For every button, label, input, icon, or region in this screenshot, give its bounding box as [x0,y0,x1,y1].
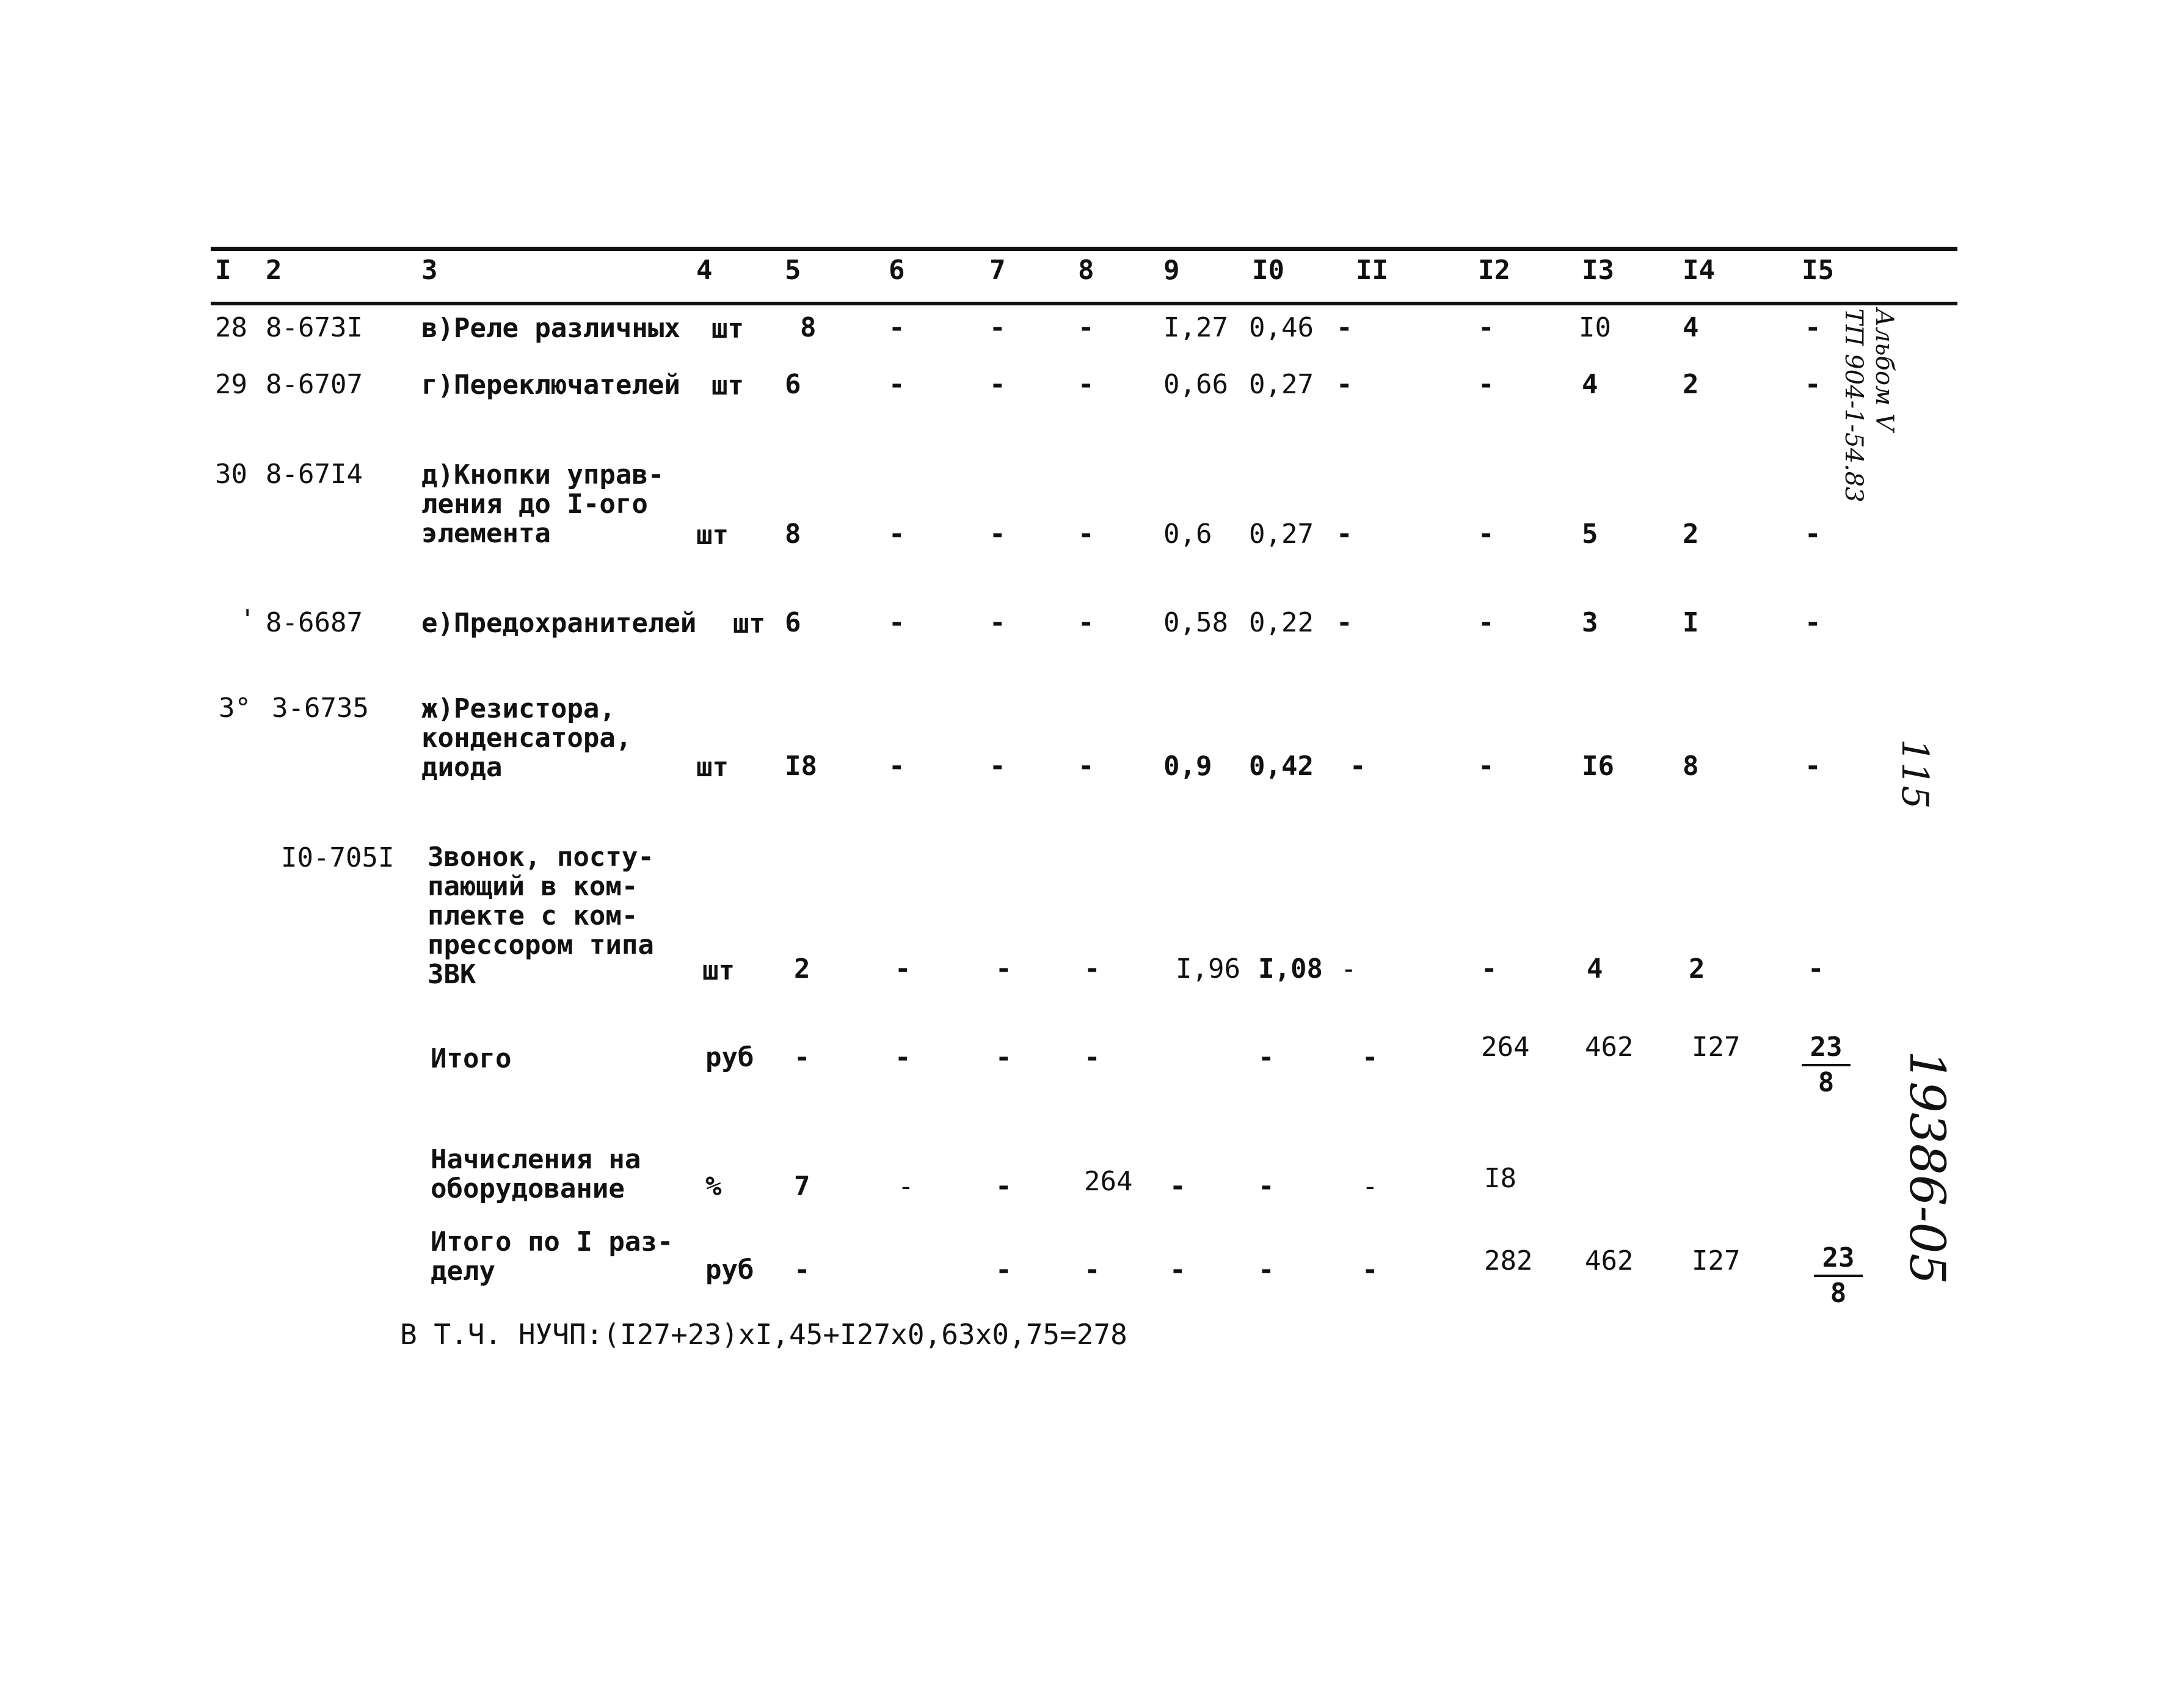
row-code: 8-673I [266,312,363,343]
row-col8: - [1084,953,1101,984]
total-col7: - [996,1171,1012,1202]
row-col7: - [989,607,1006,638]
row-col9: 0,66 [1163,369,1228,400]
total-col12: 282 [1484,1245,1533,1276]
total-col8: 264 [1084,1166,1133,1197]
total-fraction [1814,1243,1863,1309]
total-col5: 7 [794,1171,810,1202]
row-description: д)Кнопки управ- ления до I-ого элемента [421,459,664,549]
row-col14: I [1683,607,1699,638]
total-col11: - [1362,1042,1378,1073]
total-col6: - [898,1171,914,1202]
total-col7: - [996,1254,1012,1286]
row-code: 8-6687 [266,607,363,638]
row-col15: - [1805,519,1821,550]
row-col8: - [1078,751,1094,782]
row-col7: - [996,953,1012,984]
row-col5: 8 [785,519,801,550]
total-col10: - [1258,1042,1275,1073]
row-col12: - [1478,369,1494,400]
total-col13: 462 [1585,1032,1634,1063]
row-code: 8-67I4 [266,459,363,490]
row-col12: - [1478,519,1494,550]
document-number: 19386-05 [1899,1050,1956,1285]
row-col8: - [1078,369,1094,400]
total-col14: I27 [1692,1245,1741,1276]
row-col11: - [1341,953,1357,984]
total-col12: I8 [1484,1163,1516,1194]
row-col6: - [889,312,905,343]
row-col10: 0,27 [1249,519,1314,550]
col-header-11: II [1356,255,1388,286]
row-col11: - [1350,751,1366,782]
row-col14: 8 [1683,751,1699,782]
row-unit: шт [712,370,744,401]
row-col12: - [1478,751,1494,782]
row-number: 30 [215,459,247,490]
row-col6: - [889,607,905,638]
row-number: ' [239,604,256,635]
total-col8: - [1084,1042,1101,1073]
row-unit: шт [696,752,729,783]
row-description: Звонок, посту- пающий в ком- плекте с ком- прессором типа ЗВК [428,842,654,990]
row-col5: 2 [794,953,810,984]
row-col8: - [1078,607,1094,638]
row-unit: шт [702,955,735,986]
total-col10: - [1258,1171,1275,1202]
row-number: 29 [215,369,247,400]
total-unit: % [705,1171,722,1202]
fraction-numerator: 23 [1822,1242,1855,1273]
total-unit: руб [705,1254,754,1286]
total-col14: I27 [1692,1032,1741,1063]
total-label: Начисления на оборудование [431,1144,641,1204]
row-unit: шт [733,608,765,639]
total-col8: - [1084,1254,1101,1286]
col-header-1: I [215,255,231,286]
row-code: 8-6707 [266,369,363,400]
col-header-6: 6 [889,255,905,286]
row-col15: - [1805,369,1821,400]
album-note: Альбом V ТП 904-1-54.83 [1840,308,1898,503]
fraction-bar [1814,1275,1863,1277]
row-col9: 0,58 [1163,607,1228,638]
fraction-numerator: 23 [1810,1032,1843,1063]
row-col5: 6 [785,607,801,638]
row-col7: - [989,751,1006,782]
total-col7: - [996,1042,1012,1073]
row-col11: - [1336,519,1353,550]
row-col10: 0,42 [1249,751,1314,782]
row-col7: - [989,312,1006,343]
row-col13: 5 [1582,519,1598,550]
total-col9: - [1170,1171,1186,1202]
row-col7: - [989,519,1006,550]
row-col11: - [1336,607,1353,638]
col-header-15: I5 [1802,255,1834,286]
col-header-13: I3 [1582,255,1614,286]
total-col6: - [895,1042,911,1073]
col-header-9: 9 [1163,255,1180,286]
row-col13: I6 [1582,751,1614,782]
fraction-denominator: 8 [1818,1067,1835,1098]
row-col15: - [1805,751,1821,782]
row-col14: 2 [1683,369,1699,400]
col-header-5: 5 [785,255,801,286]
fraction-bar [1802,1064,1851,1066]
row-col15: - [1808,953,1824,984]
col-header-8: 8 [1078,255,1094,286]
total-fraction [1802,1032,1851,1098]
col-header-4: 4 [696,255,713,286]
row-col14: 4 [1683,312,1699,343]
row-description: в)Реле различных [421,313,680,344]
row-col9: 0,6 [1163,519,1212,550]
row-col9: I,96 [1176,953,1240,984]
row-col6: - [889,519,905,550]
row-col15: - [1805,312,1821,343]
row-description: е)Предохранителей [421,608,697,639]
total-col10: - [1258,1254,1275,1286]
row-col13: 4 [1582,369,1598,400]
row-col12: - [1478,312,1494,343]
row-col14: 2 [1683,519,1699,550]
col-header-10: I0 [1252,255,1284,286]
footer-formula: В Т.Ч. НУЧП:(I27+23)xI,45+I27x0,63x0,75=278 [400,1318,1127,1351]
col-header-7: 7 [989,255,1006,286]
col-header-12: I2 [1478,255,1510,286]
row-col13: 4 [1587,953,1603,984]
row-col11: - [1336,312,1353,343]
table-top-rule [211,247,1957,251]
row-col10: 0,22 [1249,607,1314,638]
total-col5: - [794,1254,810,1286]
row-col12: - [1478,607,1494,638]
row-col13: 3 [1582,607,1598,638]
row-col11: - [1336,369,1353,400]
row-col6: - [889,751,905,782]
row-col10: 0,46 [1249,312,1314,343]
row-number: 3° [219,693,251,724]
col-header-2: 2 [266,255,282,286]
total-label: Итого [431,1043,512,1074]
row-col10: 0,27 [1249,369,1314,400]
row-col13: I0 [1579,312,1611,343]
row-col14: 2 [1689,953,1705,984]
row-code: 3-6735 [272,693,369,724]
row-col15: - [1805,607,1821,638]
row-col8: - [1078,519,1094,550]
row-col10: I,08 [1258,953,1323,984]
row-unit: шт [696,520,729,551]
row-unit: шт [712,313,744,344]
row-col12: - [1481,953,1498,984]
col-header-14: I4 [1683,255,1715,286]
total-label: Итого по I раз- делу [431,1226,674,1287]
total-col13: 462 [1585,1245,1634,1276]
row-col6: - [895,953,911,984]
page-number-note: 115 [1893,739,1936,809]
total-col9: - [1170,1254,1186,1286]
total-col11: - [1362,1254,1378,1286]
row-col5: 8 [800,312,817,343]
total-col11: - [1362,1171,1378,1202]
row-description: г)Переключателей [421,369,680,401]
row-col9: 0,9 [1163,751,1212,782]
row-col9: I,27 [1163,312,1228,343]
row-col5: 6 [785,369,801,400]
total-unit: руб [705,1042,754,1073]
header-bottom-rule [211,302,1957,305]
row-description: ж)Резистора, конденсатора, диода [421,693,632,783]
total-col5: - [794,1042,810,1073]
row-col5: I8 [785,751,817,782]
col-header-3: 3 [421,255,438,286]
row-code: I0-705I [281,842,395,873]
fraction-denominator: 8 [1830,1278,1847,1309]
row-number: 28 [215,312,247,343]
row-col6: - [889,369,905,400]
total-col12: 264 [1481,1032,1530,1063]
row-col8: - [1078,312,1094,343]
row-col7: - [989,369,1006,400]
